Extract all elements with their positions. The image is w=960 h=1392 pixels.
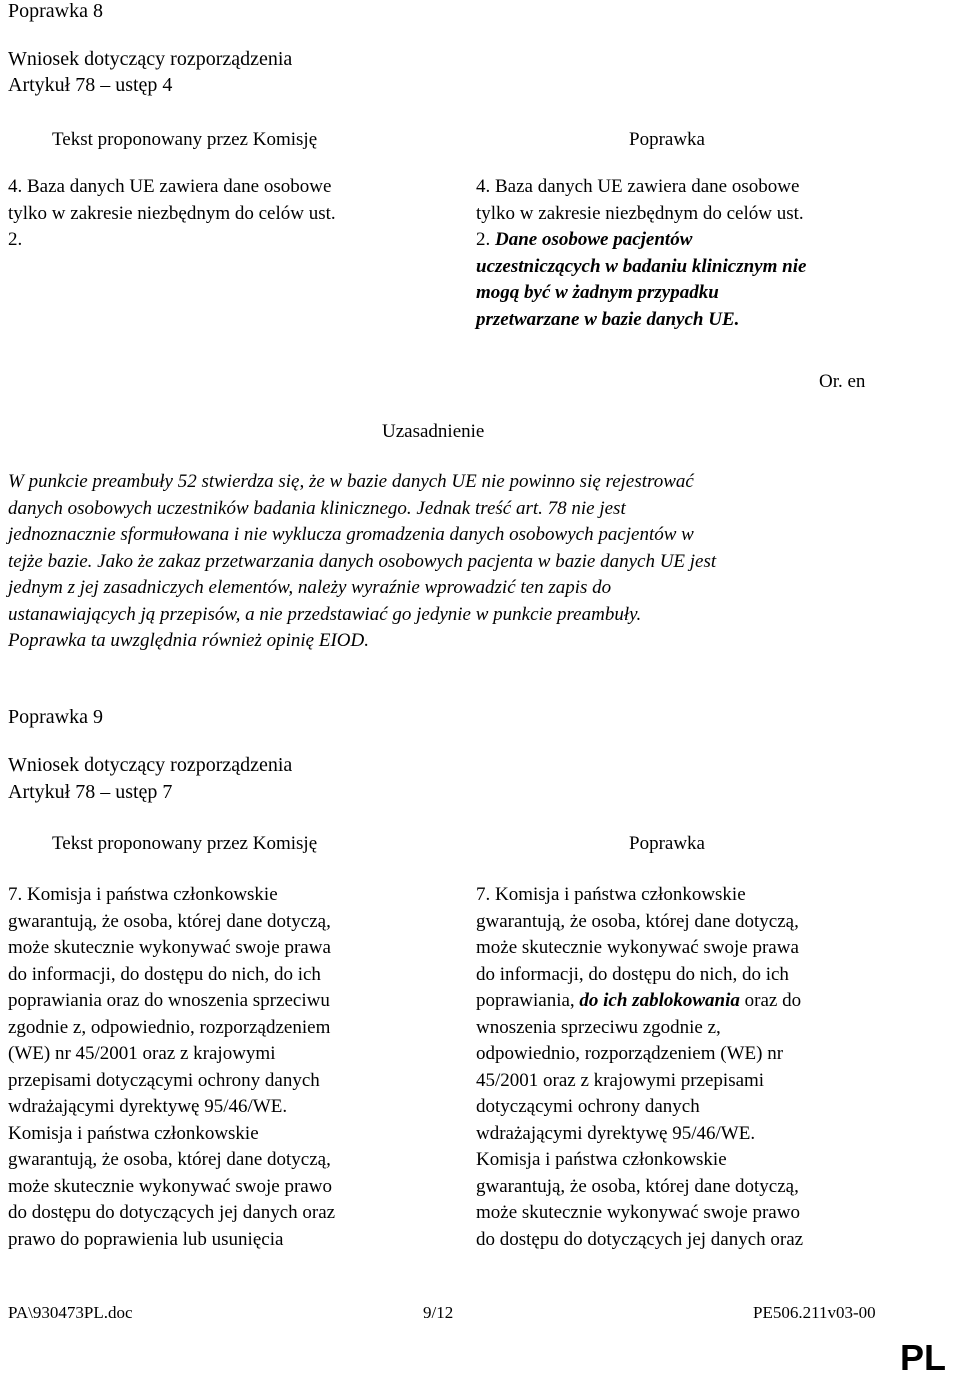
text-line: wdrażającymi dyrektywę 95/46/WE. (8, 1096, 288, 1117)
text-line: 45/2001 oraz z krajowymi przepisami (476, 1069, 765, 1091)
text-line: wnoszenia sprzeciwu zgodnie z, (476, 1016, 721, 1038)
text-line: gwarantują, że osoba, której dane dotyczą, (8, 910, 331, 932)
amendment-header: Poprawka (629, 833, 705, 854)
text-line: do informacji, do dostępu do nich, do ich (476, 963, 789, 985)
commission-text-header: Tekst proponowany przez Komisję (52, 129, 318, 150)
footer-version: PE506.211v03-00 (753, 1303, 876, 1322)
justification-line: W punkcie preambuły 52 stwierdza się, że w bazie danych UE nie powinno się rejestrować (8, 471, 694, 492)
text-line: 7. Komisja i państwa członkowskie (476, 884, 746, 905)
added-text: przetwarzane w bazie danych UE. (476, 308, 740, 330)
text-line: zgodnie z, odpowiednio, rozporządzeniem (8, 1016, 331, 1038)
text-line: 7. Komisja i państwa członkowskie (8, 884, 278, 905)
text-line: gwarantują, że osoba, której dane dotyczą, (8, 1149, 331, 1170)
justification-heading: Uzasadnienie (382, 421, 485, 442)
text-line: prawo do poprawienia lub usunięcia (8, 1228, 284, 1250)
justification-line: ustanawiających ją przepisów, a nie przedstawiać go jedynie w punkcie preambuły. (8, 603, 642, 625)
text-line: do dostępu do dotyczących jej danych oraz (8, 1202, 336, 1223)
amendment-text (476, 174, 896, 333)
text-line: gwarantują, że osoba, której dane dotyczą, (476, 1175, 799, 1197)
text-line: 4. Baza danych UE zawiera dane osobowe (476, 176, 800, 197)
footer-page-number: 9/12 (423, 1303, 454, 1322)
text-line: (WE) nr 45/2001 oraz z krajowymi (8, 1043, 276, 1064)
justification-line: jednym z jej zasadniczych elementów, należy wyraźnie wprowadzić ten zapis do (8, 577, 612, 598)
justification-line: Poprawka ta uwzględnia również opinię EIOD. (8, 630, 369, 651)
footer-doc-reference: PA\930473PL.doc (8, 1303, 133, 1322)
text-line: wdrażającymi dyrektywę 95/46/WE. (476, 1122, 756, 1144)
added-text: mogą być w żadnym przypadku (476, 282, 719, 303)
text-line: odpowiednio, rozporządzeniem (WE) nr (476, 1043, 784, 1064)
text-line: gwarantują, że osoba, której dane dotyczą, (476, 910, 799, 932)
text-line: do dostępu do dotyczących jej danych oraz (476, 1228, 804, 1250)
text-line: przepisami dotyczącymi ochrony danych (8, 1069, 320, 1091)
justification-line: danych osobowych uczestników badania klinicznego. Jednak treść art. 78 nie jest (8, 497, 626, 519)
added-text: uczestniczących w badaniu klinicznym nie (476, 255, 807, 277)
text-line: dotyczącymi ochrony danych (476, 1096, 700, 1117)
text-segment: oraz do (739, 990, 802, 1011)
text-segment: 2. (476, 229, 495, 250)
justification-line: tejże bazie. Jako że zakaz przetwarzania danych osobowych pacjenta w bazie danych UE jest (8, 550, 717, 572)
original-language: Or. en (819, 371, 866, 392)
commission-text (8, 882, 448, 1253)
amendment-title: Poprawka 9 (8, 706, 103, 728)
commission-text-header: Tekst proponowany przez Komisję (52, 833, 318, 854)
text-line (476, 227, 896, 254)
article-reference: Artykuł 78 – ustęp 7 (8, 781, 173, 803)
added-text: do ich zablokowania (579, 990, 740, 1011)
text-line (476, 988, 896, 1015)
text-line: 4. Baza danych UE zawiera dane osobowe (8, 176, 332, 197)
proposal-label: Wniosek dotyczący rozporządzenia (8, 48, 293, 70)
text-line: tylko w zakresie niezbędnym do celów ust. (476, 202, 804, 224)
article-reference: Artykuł 78 – ustęp 4 (8, 74, 173, 96)
text-line: może skutecznie wykonywać swoje prawo (8, 1175, 332, 1197)
amendment-header: Poprawka (629, 129, 705, 150)
justification-line: jednoznacznie sformułowana i nie wyklucza gromadzenia danych osobowych pacjentów w (8, 524, 694, 545)
proposal-label: Wniosek dotyczący rozporządzenia (8, 754, 293, 776)
text-line: Komisja i państwa członkowskie (476, 1149, 727, 1170)
amendment-title: Poprawka 8 (8, 0, 103, 22)
amendment-text (476, 882, 896, 1253)
text-line: poprawiania oraz do wnoszenia sprzeciwu (8, 990, 330, 1011)
text-line: może skutecznie wykonywać swoje prawa (476, 937, 799, 958)
text-line: 2. (8, 229, 23, 250)
text-line: Komisja i państwa członkowskie (8, 1122, 259, 1144)
text-line: może skutecznie wykonywać swoje prawa (8, 937, 331, 958)
added-text: Dane osobowe pacjentów (495, 229, 693, 250)
text-line: tylko w zakresie niezbędnym do celów ust. (8, 202, 336, 224)
commission-text (8, 174, 448, 254)
footer-language-code: PL (900, 1337, 947, 1378)
text-segment: poprawiania, (476, 990, 580, 1011)
justification-text (8, 469, 948, 655)
text-line: może skutecznie wykonywać swoje prawo (476, 1202, 800, 1223)
text-line: do informacji, do dostępu do nich, do ich (8, 963, 321, 985)
